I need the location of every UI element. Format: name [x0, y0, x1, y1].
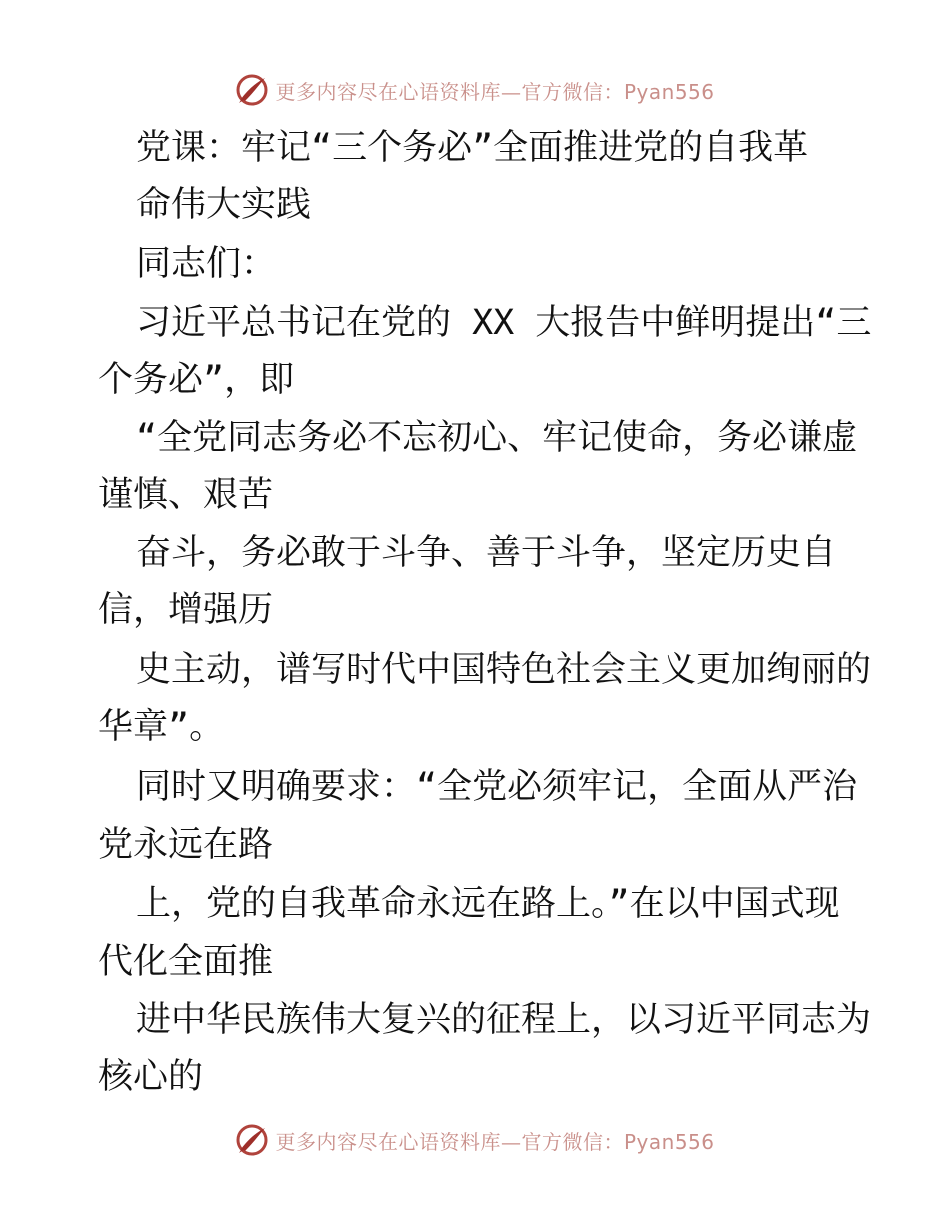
title-line-2: 命伟大实践 [136, 185, 312, 225]
paragraph-line: 上，党的自我革命永远在路上。”在以中国式现 [136, 884, 840, 924]
watermark-text: 更多内容尽在心语资料库—官方微信：Pyan556 [275, 1129, 715, 1154]
paragraph-line: 同时又明确要求：“全党必须牢记，全面从严治 [136, 767, 858, 807]
title-line-1: 党课：牢记“三个务必”全面推进党的自我革 [136, 128, 809, 168]
paragraph-line: 核心的 [98, 1057, 204, 1097]
paragraph-line: 个务必”，即 [98, 360, 295, 400]
brush-pen-logo-icon [235, 1123, 269, 1157]
brush-pen-logo-icon [235, 73, 269, 107]
paragraph-line: 奋斗，务必敢于斗争、善于斗争，坚定历史自 [136, 533, 837, 573]
paragraph-line: 史主动，谱写时代中国特色社会主义更加绚丽的 [136, 650, 872, 690]
salutation: 同志们： [136, 244, 277, 284]
paragraph-line: 华章”。 [98, 707, 225, 747]
paragraph-line: 谨慎、艰苦 [98, 475, 274, 515]
watermark-brand: Pyan556 [623, 1129, 715, 1154]
paragraph-line: “全党同志务必不忘初心、牢记使命，务必谦虚 [136, 418, 858, 458]
watermark-text: 更多内容尽在心语资料库—官方微信：Pyan556 [275, 79, 715, 104]
watermark-brand: Pyan556 [623, 79, 715, 104]
footer-watermark [0, 1120, 950, 1160]
paragraph-line: 党永远在路 [98, 825, 274, 865]
paragraph-line: 信，增强历 [98, 590, 274, 630]
paragraph-line: 代化全面推 [98, 942, 274, 982]
paragraph-line: 习近平总书记在党的 XX 大报告中鲜明提出“三 [136, 303, 872, 343]
header-watermark [0, 70, 950, 110]
paragraph-line: 进中华民族伟大复兴的征程上，以习近平同志为 [136, 1000, 872, 1040]
